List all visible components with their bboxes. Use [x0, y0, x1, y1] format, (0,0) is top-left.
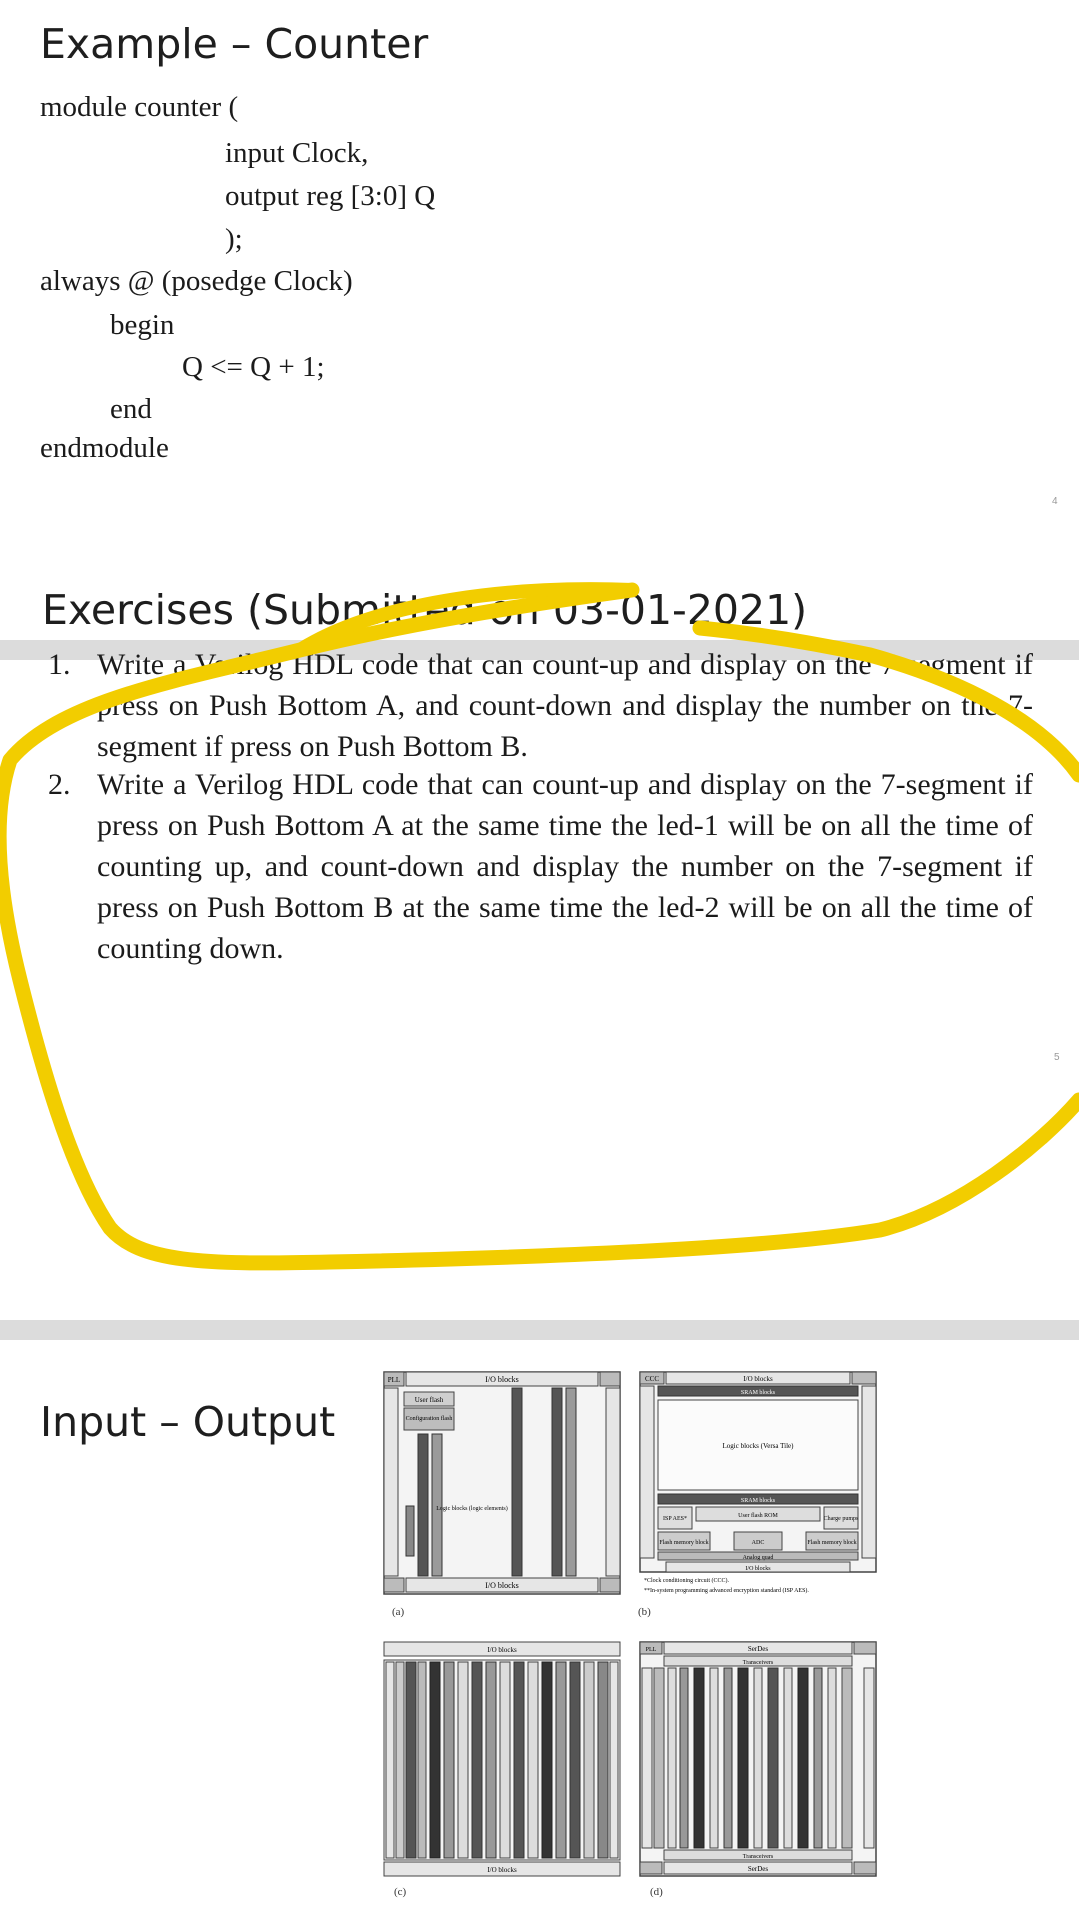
logic-blocks-label: Logic blocks (Versa Tile) — [722, 1442, 794, 1450]
figure-label: (b) — [638, 1606, 651, 1618]
sram-label: SRAM blocks — [740, 1498, 776, 1504]
page-number: 5 — [1054, 1052, 1060, 1063]
transceivers-label: Transceivers — [742, 1854, 774, 1860]
pll-label: PLL — [387, 1376, 401, 1384]
figure-label: (a) — [392, 1606, 405, 1618]
io-blocks-label: I/O blocks — [487, 1646, 517, 1654]
code-line: module counter ( — [40, 91, 239, 123]
yellow-highlight-loop — [0, 540, 1079, 1280]
slide-title: Input – Output — [40, 1398, 336, 1446]
exercise-number: 1. — [48, 648, 71, 681]
charge-pumps-label: Charge pumps — [823, 1516, 859, 1522]
user-rom-label: User flash ROM — [738, 1513, 778, 1519]
code-line: input Clock, — [225, 137, 369, 169]
slide-title: Example – Counter — [40, 20, 429, 68]
page-number: 4 — [1052, 496, 1058, 507]
pll-label: PLL — [645, 1647, 657, 1653]
io-blocks-label: I/O blocks — [485, 1581, 519, 1590]
fpga-diagram-c — [382, 1640, 622, 1878]
code-line: always @ (posedge Clock) — [40, 265, 353, 297]
serdes-label: SerDes — [747, 1645, 769, 1653]
figure-label: (d) — [650, 1886, 663, 1898]
sram-label: SRAM blocks — [740, 1390, 776, 1396]
analog-quad-label: Analog quad — [742, 1555, 774, 1561]
slide-title: Exercises (Submitted on 03-01-2021) — [42, 586, 808, 634]
fpga-diagram-a — [382, 1370, 622, 1596]
flash-memory-label: Flash memory block — [659, 1540, 709, 1546]
serdes-label: SerDes — [747, 1865, 769, 1873]
code-line: begin — [110, 309, 175, 341]
exercise-text: Write a Verilog HDL code that can count-up and display on the 7-segment if press on Push Bottom A at the same time the led-1 will be on all the time of counting up, and count-down and display the number on the 7-segment if press on Push Bottom B at the same time the led-2 will be on all the time of counting down. — [97, 768, 1033, 965]
figure-note: **In-system programming advanced encryption standard (ISP AES). — [644, 1588, 809, 1594]
ccc-label: CCC — [644, 1375, 660, 1383]
fpga-diagram-b — [638, 1370, 878, 1596]
io-blocks-label: I/O blocks — [485, 1375, 519, 1384]
exercise-text: Write a Verilog HDL code that can count-up and display on the 7-segment if press on Push Bottom A, and count-down and display the number on the 7-segment if press on Push Bottom B. — [97, 648, 1033, 763]
code-line: output reg [3:0] Q — [225, 180, 436, 212]
code-line: endmodule — [40, 432, 169, 464]
io-blocks-label: I/O blocks — [745, 1566, 771, 1572]
io-blocks-label: I/O blocks — [743, 1375, 773, 1383]
adc-label: ADC — [751, 1540, 765, 1546]
logic-blocks-label: Logic blocks (logic elements) — [436, 1506, 508, 1512]
fpga-diagram-d — [638, 1640, 878, 1878]
config-flash-label: Configuration flash — [405, 1416, 453, 1422]
flash-memory-label: Flash memory block — [807, 1540, 857, 1546]
isp-aes-label: ISP AES* — [663, 1516, 687, 1522]
io-blocks-label: I/O blocks — [487, 1866, 517, 1874]
code-line: end — [110, 393, 152, 425]
exercise-number: 2. — [48, 768, 71, 801]
code-line: Q <= Q + 1; — [182, 351, 325, 383]
user-flash-label: User flash — [414, 1396, 444, 1404]
slide-input-output — [0, 1340, 1079, 1920]
transceivers-label: Transceivers — [742, 1660, 774, 1666]
slide-gap — [0, 1320, 1079, 1340]
code-line: ); — [225, 223, 243, 255]
figure-note: *Clock conditioning circuit (CCC). — [644, 1578, 729, 1584]
figure-label: (c) — [394, 1886, 407, 1898]
